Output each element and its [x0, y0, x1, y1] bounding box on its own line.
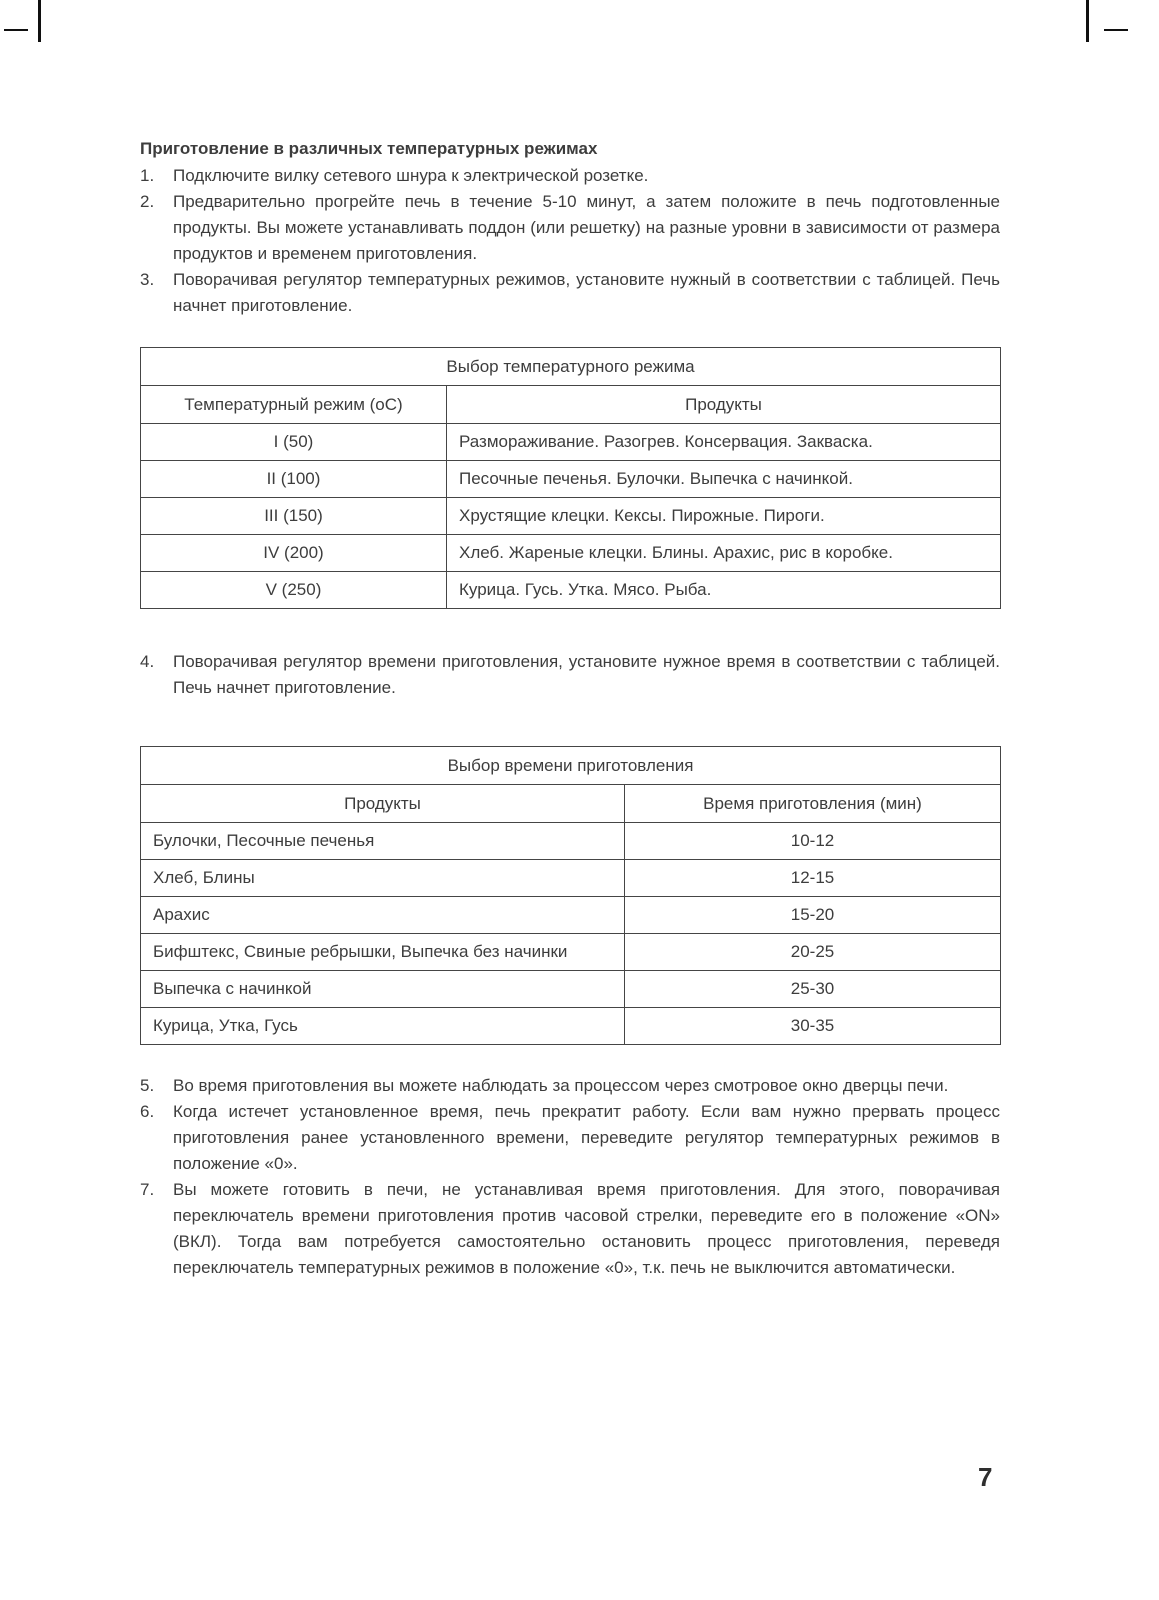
list-item-7 — [140, 1177, 1000, 1281]
section-title: Приготовление в различных температурных режимах — [140, 139, 598, 158]
time-table-col1-header: Продукты — [141, 785, 625, 823]
list-item-7-text: Вы можете готовить в печи, не устанавливая время приготовления. Для этого, поворачивая переключатель времени приготовления против часовой стрелки, переведите его в положение «ON» (ВКЛ). Тогда вам потребуется самостоятельно остановить процесс приготовления, переведя переключатель температурных режимов в положение «0», т.к. печь не выключится автоматически. — [173, 1180, 1000, 1277]
time-cell: 12-15 — [625, 860, 1001, 897]
list-item-3-text: Поворачивая регулятор температурных режимов, установите нужный в соответствии с таблицей. Печь начнет приготовление. — [173, 270, 1000, 315]
table-row — [141, 498, 1001, 535]
list-item-2-number: 2. — [140, 192, 155, 211]
list-item-5 — [140, 1073, 1000, 1099]
products-cell: Булочки, Песочные печенья — [141, 823, 625, 860]
products-cell: Хлеб, Блины — [141, 860, 625, 897]
products-cell: Бифштекс, Свиные ребрышки, Выпечка без начинки — [141, 934, 625, 971]
list-item-3-number: 3. — [140, 270, 155, 289]
list-item-5-number: 5. — [140, 1076, 155, 1095]
cooking-time-table — [140, 746, 1001, 1045]
mode-cell: V (250) — [141, 572, 447, 609]
time-cell: 30-35 — [625, 1008, 1001, 1045]
table-row — [141, 823, 1001, 860]
crop-mark-top-left-horizontal — [4, 29, 28, 31]
mode-cell: II (100) — [141, 461, 447, 498]
list-item-1 — [140, 163, 1000, 189]
products-cell: Хрустящие клецки. Кексы. Пирожные. Пироги. — [447, 498, 1001, 535]
list-item-6 — [140, 1099, 1000, 1177]
temperature-table-col2-header: Продукты — [447, 386, 1001, 424]
list-item-6-number: 6. — [140, 1102, 155, 1121]
list-item-2-text: Предварительно прогрейте печь в течение 5-10 минут, а затем положите в печь подготовленные продукты. Вы можете устанавливать поддон (или решетку) на разные уровни в зависимости от размера продуктов и временем приготовления. — [173, 192, 1000, 263]
crop-mark-top-right-vertical — [1086, 0, 1089, 42]
page-number: 7 — [978, 1462, 993, 1492]
products-cell: Арахис — [141, 897, 625, 934]
products-cell: Курица. Гусь. Утка. Мясо. Рыба. — [447, 572, 1001, 609]
list-item-4 — [140, 649, 1000, 701]
temperature-table-col1-header: Температурный режим (оС) — [141, 386, 447, 424]
products-cell: Выпечка с начинкой — [141, 971, 625, 1008]
time-table-col2-header: Время приготовления (мин) — [625, 785, 1001, 823]
mode-cell: I (50) — [141, 424, 447, 461]
crop-mark-top-left-vertical — [38, 0, 41, 42]
mode-cell: IV (200) — [141, 535, 447, 572]
temperature-mode-table — [140, 347, 1001, 609]
list-item-1-number: 1. — [140, 166, 155, 185]
table-row — [141, 971, 1001, 1008]
temperature-table-title: Выбор температурного режима — [141, 348, 1001, 386]
crop-mark-top-right-horizontal — [1104, 29, 1128, 31]
time-cell: 20-25 — [625, 934, 1001, 971]
table-row — [141, 535, 1001, 572]
list-item-7-number: 7. — [140, 1180, 155, 1199]
products-cell: Размораживание. Разогрев. Консервация. Закваска. — [447, 424, 1001, 461]
mode-cell: III (150) — [141, 498, 447, 535]
table-row — [141, 934, 1001, 971]
time-cell: 10-12 — [625, 823, 1001, 860]
list-item-2 — [140, 189, 1000, 267]
products-cell: Курица, Утка, Гусь — [141, 1008, 625, 1045]
list-item-5-text: Во время приготовления вы можете наблюдать за процессом через смотровое окно дверцы печи. — [173, 1076, 949, 1095]
list-item-4-text: Поворачивая регулятор времени приготовления, установите нужное время в соответствии с таблицей. Печь начнет приготовление. — [173, 652, 1000, 697]
table-row — [141, 860, 1001, 897]
time-table-title: Выбор времени приготовления — [141, 747, 1001, 785]
page-content — [140, 136, 1000, 1281]
products-cell: Хлеб. Жареные клецки. Блины. Арахис, рис в коробке. — [447, 535, 1001, 572]
time-cell: 15-20 — [625, 897, 1001, 934]
table-row — [141, 424, 1001, 461]
table-row — [141, 461, 1001, 498]
table-row — [141, 1008, 1001, 1045]
table-row — [141, 572, 1001, 609]
list-item-6-text: Когда истечет установленное время, печь прекратит работу. Если вам нужно прервать процесс приготовления ранее установленного времени, переведите регулятор температурных режимов в положение «0». — [173, 1102, 1000, 1173]
list-item-3 — [140, 267, 1000, 319]
list-item-4-number: 4. — [140, 652, 155, 671]
products-cell: Песочные печенья. Булочки. Выпечка с начинкой. — [447, 461, 1001, 498]
list-item-1-text: Подключите вилку сетевого шнура к электрической розетке. — [173, 166, 649, 185]
table-row — [141, 897, 1001, 934]
time-cell: 25-30 — [625, 971, 1001, 1008]
